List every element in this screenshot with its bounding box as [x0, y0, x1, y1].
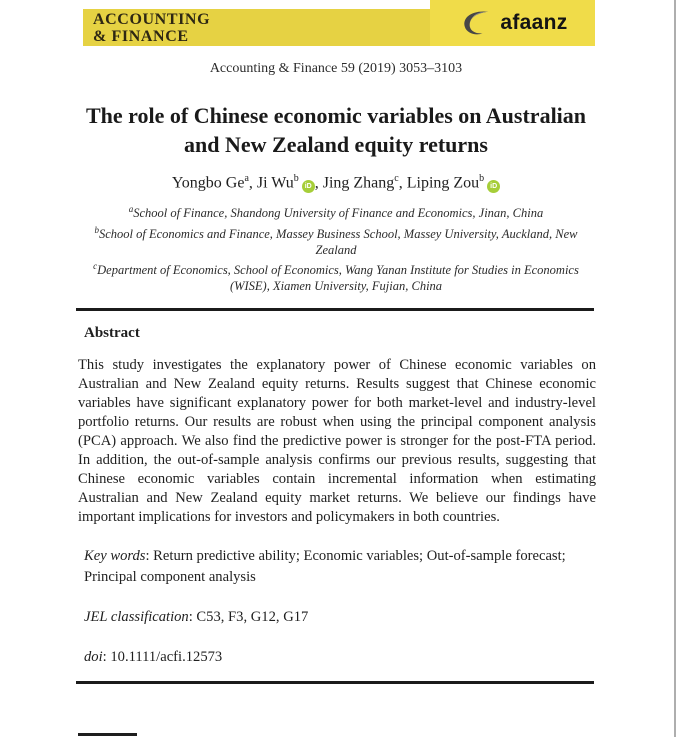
orcid-icon[interactable]: iD — [487, 180, 500, 193]
doi-text: : 10.1111/acfi.12573 — [102, 648, 223, 665]
front-matter-bottom-rule — [76, 681, 594, 684]
orcid-icon[interactable]: iD — [302, 180, 315, 193]
author-affil-mark: c — [394, 173, 399, 185]
afaanz-logo-text: afaanz — [500, 11, 568, 34]
afaanz-logo — [430, 0, 595, 46]
keywords-label: Key words — [84, 547, 146, 564]
author-affil-mark: b — [479, 173, 485, 185]
journal-name-line1: ACCOUNTING — [93, 11, 211, 28]
author-name: Yongbo Ge — [171, 174, 245, 192]
abstract-top-rule — [76, 308, 594, 311]
footnote-rule-partial — [78, 733, 137, 736]
article-content — [76, 61, 596, 684]
affiliation: $^c$Department of Economics, School of Economics, Wang Yanan Institute for Studies in Economics (WISE), Xiamen University, Fujian, China — [93, 260, 579, 293]
journal-banner — [83, 0, 595, 47]
swoosh-icon — [457, 9, 495, 37]
article-title — [76, 101, 596, 159]
keywords-line — [84, 546, 596, 588]
author-affil-mark: b — [293, 173, 299, 185]
jel-label: JEL classification — [84, 608, 189, 625]
affiliation-list — [80, 201, 592, 293]
journal-name-line2: & FINANCE — [93, 28, 189, 46]
journal-citation: Accounting & Finance 59 (2019) 3053–3103 — [209, 61, 463, 76]
author-list: Yongbo Ge$^a$, Ji Wu$^b$iD , Jing Zhang$^c$, Liping Zou$^b$iD — [76, 173, 596, 193]
journal-name — [93, 11, 210, 45]
doi-label: doi — [84, 648, 103, 665]
doi-line — [84, 647, 596, 668]
author-name: Liping Zou — [406, 174, 480, 192]
jel-text: : C53, F3, G12, G17 — [188, 608, 309, 625]
author-name: Ji Wu — [256, 174, 294, 192]
title-line1: The role of Chinese economic variables on Australian — [85, 103, 587, 128]
affiliation: $^a$School of Finance, Shandong University of Finance and Economics, Jinan, China — [128, 204, 544, 221]
author-affil-mark: a — [244, 173, 249, 185]
abstract-text: This study investigates the explanatory power of Chinese economic variables on Australian and New Zealand equity returns. Results suggest that Chinese economic variables have significant explanatory power for both market-level and industry-level portfolio returns. Our results are robust when using the principal component analysis (PCA) approach. We also find the predictive power is stronger for the post-FTA period. In addition, the out-of-sample analysis confirms our previous results, suggesting that Chinese economic variables contain incremental information when estimating Australian and New Zealand equity market returns. We believe our findings have important implications for investors and policymakers in both countries. — [78, 356, 596, 525]
title-line2: and New Zealand equity returns — [184, 132, 488, 158]
affiliation: $^b$School of Economics and Finance, Massey Business School, Massey University, Auckland, New Zealand — [94, 224, 578, 257]
author-name: Jing Zhang — [322, 174, 395, 192]
page-edge-line — [674, 0, 676, 737]
abstract-heading: Abstract — [84, 324, 140, 341]
jel-line — [84, 607, 596, 628]
keywords-text: : Return predictive ability; Economic variables; Out-of-sample forecast; Principal component analysis — [84, 547, 566, 585]
